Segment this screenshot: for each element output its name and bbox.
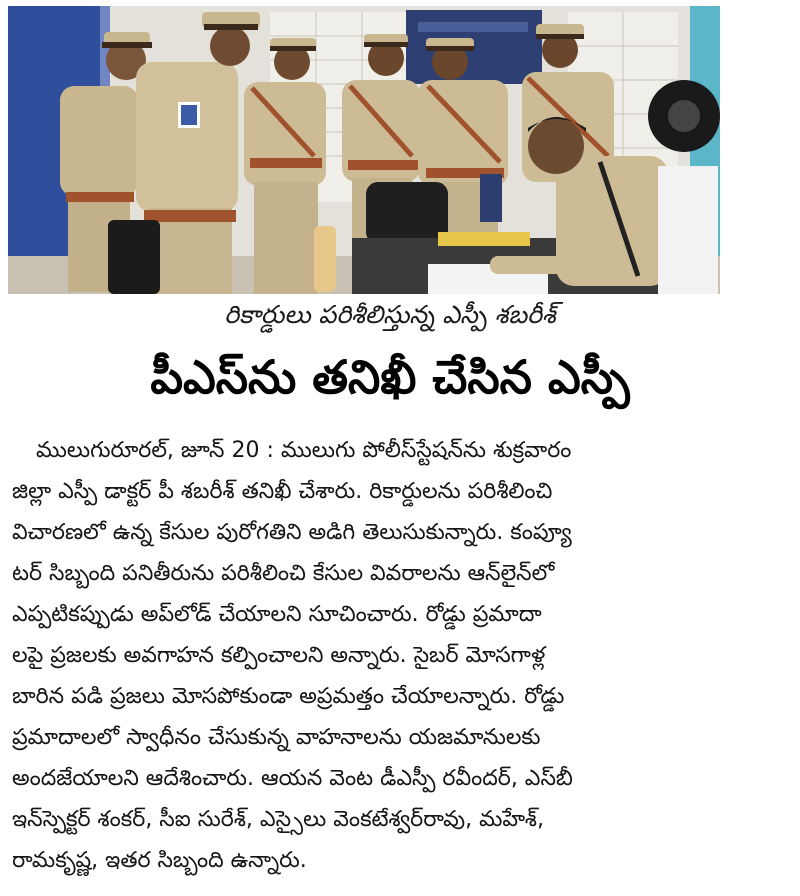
photo-caption: రికార్డులు పరిశీలిస్తున్న ఎస్పీ శబరీశ్ [224, 300, 556, 329]
article-body [12, 430, 724, 881]
news-photo [8, 6, 720, 294]
article-line: టర్ సిబ్బంది పనితీరును పరిశీలించి కేసుల వివరాలను ఆన్‌లైన్‌లో [12, 561, 555, 586]
article-line: విచారణలో ఉన్న కేసుల పురోగతిని అడిగి తెలుసుకున్నారు. కంప్యూ [12, 520, 572, 545]
article-line: ప్రమాదాలలో స్వాధీనం చేసుకున్న వాహనాలను యజమానులకు [12, 725, 541, 750]
article-line: రామకృష్ణ, ఇతర సిబ్బంది ఉన్నారు. [12, 848, 307, 873]
article-line: ములుగురూరల్, జూన్ 20 : ములుగు పోలీస్‌స్టేషన్‌ను శుక్రవారం [36, 438, 572, 463]
article-line: జిల్లా ఎస్పీ డాక్టర్ పీ శబరీశ్ తనిఖీ చేశారు. రికార్డులను పరిశీలించి [12, 479, 553, 504]
article-line: ఇన్‌స్పెక్టర్ శంకర్, సీఐ సురేశ్, ఎస్సైలు వెంకటేశ్వర్‌రావు, మహేశ్, [12, 807, 544, 832]
article-line: ఎప్పటికప్పుడు అప్‌లోడ్ చేయాలని సూచించారు. రోడ్డు ప్రమాదా [12, 602, 542, 627]
photo-illustration [8, 6, 720, 294]
article-line: లపై ప్రజలకు అవగాహన కల్పించాలని అన్నారు. సైబర్ మోసగాళ్ల [12, 643, 546, 668]
headline: పీఎస్‌ను తనిఖీ చేసిన ఎస్పీ [150, 350, 630, 404]
article-line: బారిన పడి ప్రజలు మోసపోకుండా అప్రమత్తం చేయాలన్నారు. రోడ్డు [12, 684, 565, 709]
article-line: అందజేయాలని ఆదేశించారు. ఆయన వెంట డీఎస్పీ రవీందర్, ఎస్‌బీ [12, 766, 573, 791]
